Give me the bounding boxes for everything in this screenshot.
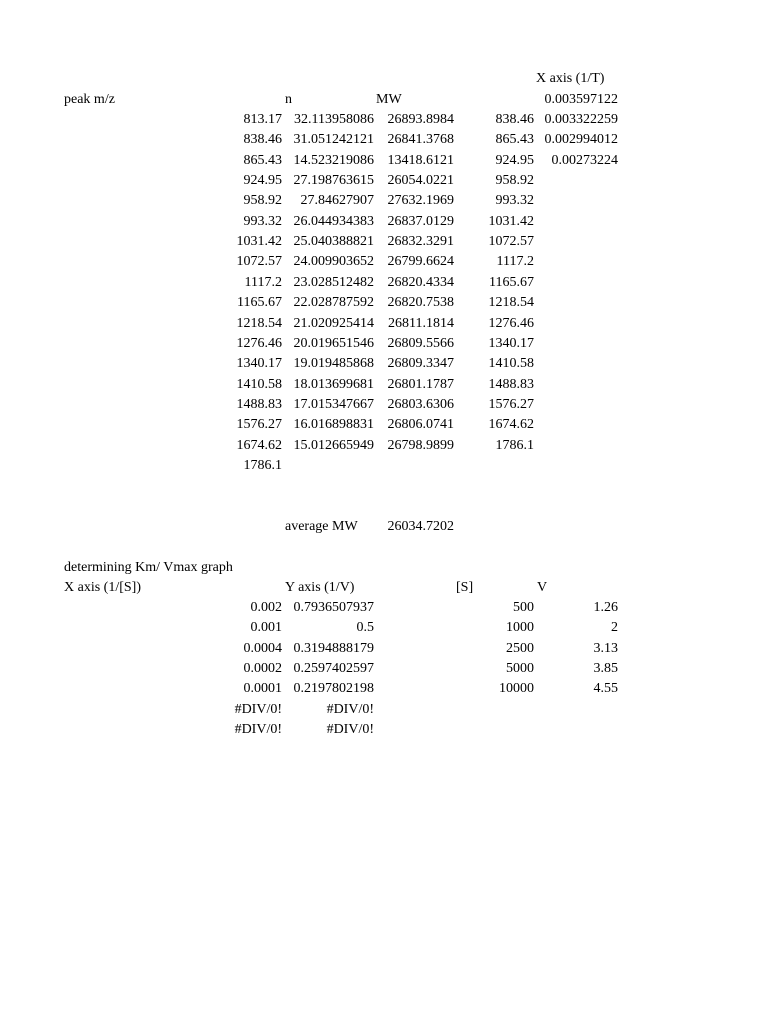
- v-cell: 4.55: [593, 681, 618, 697]
- v-cell: 1.26: [593, 600, 618, 615]
- n-cell: 17.015347667: [293, 396, 374, 412]
- x-axis-s-cell: #DIV/0!: [234, 701, 282, 717]
- y-axis-v-cell: 0.2197802198: [293, 681, 374, 697]
- mw-cell: 26798.9899: [387, 437, 454, 453]
- n-cell: 22.028787592: [293, 295, 374, 311]
- mw-cell: 26811.1814: [388, 315, 454, 331]
- y-axis-1-over-v-label: Y axis (1/V): [285, 580, 355, 595]
- mw-cell: 26799.6624: [387, 254, 454, 270]
- peak-mz-cell: 813.17: [243, 112, 282, 127]
- mw-cell: 26820.4334: [387, 274, 454, 290]
- peak-shift-cell: 865.43: [495, 132, 534, 148]
- n-cell: 16.016898831: [293, 417, 374, 433]
- n-cell: 19.019485868: [293, 356, 374, 372]
- x-axis-s-cell: 0.0002: [243, 660, 282, 676]
- peak-mz-cell: 1117.2: [244, 274, 282, 290]
- n-cell: 18.013699681: [293, 376, 374, 392]
- n-cell: 24.009903652: [293, 254, 374, 270]
- peak-shift-cell: 1488.83: [488, 376, 534, 392]
- n-cell: 15.012665949: [293, 437, 374, 453]
- mw-cell: 13418.6121: [387, 152, 454, 168]
- peak-shift-cell: 958.92: [495, 173, 534, 189]
- x-axis-s-cell: 0.002: [250, 600, 282, 615]
- peak-shift-cell: 924.95: [495, 152, 534, 168]
- y-axis-v-cell: 0.3194888179: [293, 640, 374, 656]
- s-cell: 1000: [506, 620, 534, 636]
- mw-cell: 26832.3291: [387, 234, 454, 250]
- peak-shift-cell: 1072.57: [488, 234, 534, 250]
- peak-shift-cell: 1340.17: [488, 335, 534, 351]
- s-cell: 2500: [506, 640, 534, 656]
- n-cell: 20.019651546: [293, 335, 374, 351]
- mw-cell: 26809.3347: [387, 356, 454, 372]
- peak-shift-cell: 1410.58: [488, 356, 534, 372]
- peak-mz-cell: 1340.17: [236, 356, 282, 372]
- s-cell: 10000: [499, 681, 534, 697]
- peak-shift-cell: 1165.67: [489, 274, 534, 290]
- s-header: [S]: [456, 580, 474, 595]
- y-axis-v-cell: #DIV/0!: [326, 701, 374, 717]
- km-vmax-title: determining Km/ Vmax graph: [64, 560, 233, 575]
- peak-shift-cell: 1674.62: [488, 417, 534, 433]
- peak-shift-cell: 1117.2: [496, 254, 534, 270]
- peak-mz-cell: 1165.67: [237, 295, 282, 311]
- y-axis-v-cell: 0.5: [356, 620, 374, 636]
- v-cell: 2: [611, 620, 618, 636]
- peak-shift-cell: 1031.42: [488, 213, 534, 229]
- x-axis-value-cell: 0.003322259: [544, 112, 618, 127]
- v-cell: 3.13: [593, 640, 618, 656]
- peak-mz-cell: 1218.54: [236, 315, 282, 331]
- x-axis-s-cell: 0.0004: [243, 640, 282, 656]
- peak-mz-cell: 993.32: [243, 213, 282, 229]
- peak-mz-cell: 1031.42: [236, 234, 282, 250]
- y-axis-v-cell: #DIV/0!: [326, 721, 374, 737]
- v-header: V: [537, 580, 548, 595]
- y-axis-v-cell: 0.2597402597: [293, 660, 374, 676]
- peak-shift-cell: 993.32: [495, 193, 534, 209]
- mw-cell: 26803.6306: [387, 396, 454, 412]
- x-axis-s-cell: 0.001: [250, 620, 282, 636]
- peak-mz-cell: 1786.1: [243, 457, 282, 473]
- x-axis-s-cell: 0.0001: [243, 681, 282, 697]
- peak-mz-cell: 1072.57: [236, 254, 282, 270]
- peak-mz-header: peak m/z: [64, 92, 115, 107]
- mw-cell: 26054.0221: [387, 173, 454, 189]
- x-axis-s-cell: #DIV/0!: [234, 721, 282, 737]
- mw-cell: 26820.7538: [387, 295, 454, 311]
- n-cell: 26.044934383: [293, 213, 374, 229]
- mw-cell: 26809.5566: [387, 335, 454, 351]
- x-axis-first-value: 0.003597122: [544, 92, 618, 107]
- mw-cell: 26893.8984: [387, 112, 454, 127]
- peak-mz-cell: 958.92: [243, 193, 282, 209]
- peak-shift-cell: 1786.1: [495, 437, 534, 453]
- peak-mz-cell: 1576.27: [236, 417, 282, 433]
- v-cell: 3.85: [593, 660, 618, 676]
- s-cell: 500: [513, 600, 534, 615]
- x-axis-value-cell: 0.00273224: [551, 152, 618, 168]
- n-cell: 14.523219086: [293, 152, 374, 168]
- mw-cell: 26801.1787: [387, 376, 454, 392]
- x-axis-value-cell: 0.002994012: [544, 132, 618, 148]
- s-cell: 5000: [506, 660, 534, 676]
- n-header: n: [285, 92, 292, 107]
- peak-shift-cell: 1576.27: [488, 396, 534, 412]
- x-axis-1-over-t-label: X axis (1/T): [536, 71, 605, 86]
- n-cell: 23.028512482: [293, 274, 374, 290]
- peak-mz-cell: 1276.46: [236, 335, 282, 351]
- peak-mz-cell: 924.95: [243, 173, 282, 189]
- peak-mz-cell: 1410.58: [236, 376, 282, 392]
- peak-shift-cell: 1218.54: [488, 295, 534, 311]
- mw-cell: 26841.3768: [387, 132, 454, 148]
- average-mw-value: 26034.7202: [387, 519, 454, 534]
- peak-mz-cell: 838.46: [243, 132, 282, 148]
- peak-shift-cell: 838.46: [495, 112, 534, 127]
- x-axis-1-over-s-label: X axis (1/[S]): [64, 580, 141, 595]
- peak-mz-cell: 1674.62: [236, 437, 282, 453]
- n-cell: 25.040388821: [293, 234, 374, 250]
- peak-shift-cell: 1276.46: [488, 315, 534, 331]
- y-axis-v-cell: 0.7936507937: [293, 600, 374, 615]
- mw-cell: 27632.1969: [387, 193, 454, 209]
- peak-mz-cell: 865.43: [243, 152, 282, 168]
- n-cell: 31.051242121: [293, 132, 374, 148]
- n-cell: 27.198763615: [293, 173, 374, 189]
- average-mw-label: average MW: [285, 519, 358, 534]
- peak-mz-cell: 1488.83: [236, 396, 282, 412]
- mw-cell: 26806.0741: [387, 417, 454, 433]
- n-cell: 21.020925414: [293, 315, 374, 331]
- n-cell: 27.84627907: [300, 193, 374, 209]
- n-cell: 32.113958086: [294, 112, 374, 127]
- mw-cell: 26837.0129: [387, 213, 454, 229]
- mw-header: MW: [376, 92, 402, 107]
